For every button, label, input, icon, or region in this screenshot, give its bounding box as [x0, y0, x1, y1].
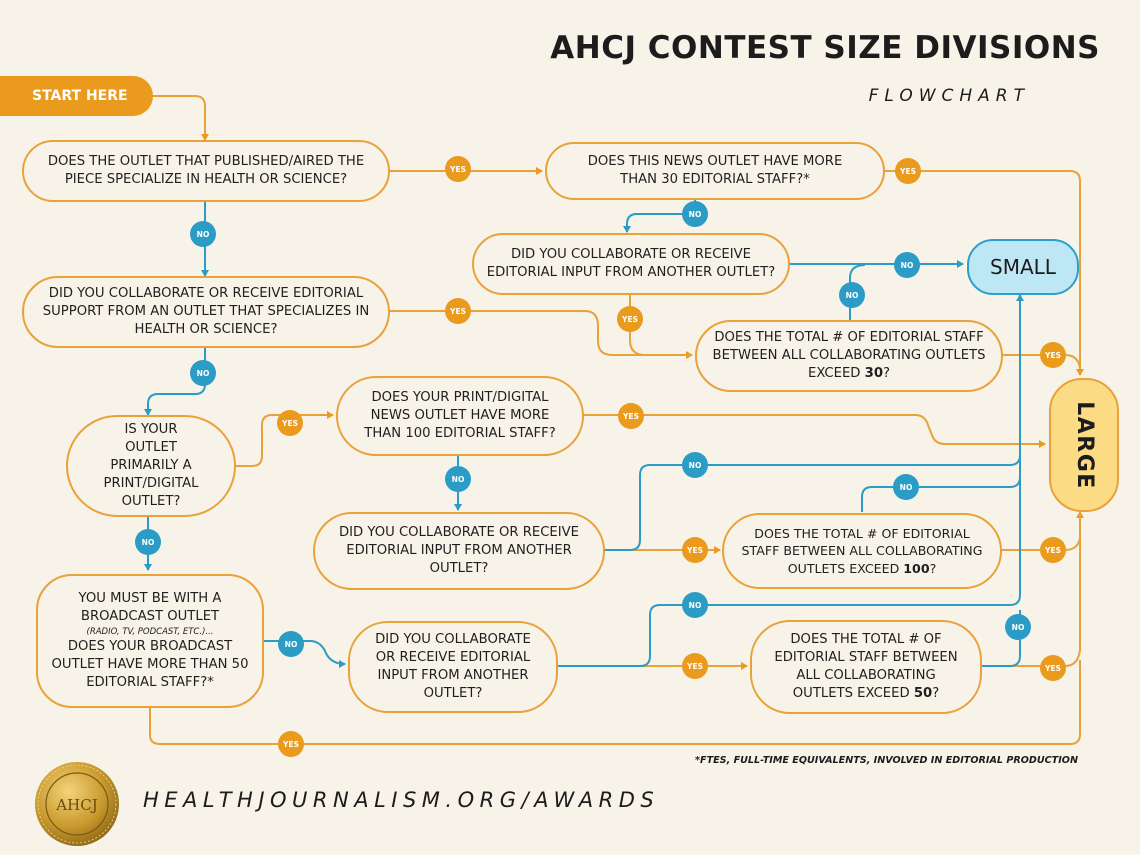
no-badge: NO	[893, 474, 919, 500]
yes-badge: YES	[277, 410, 303, 436]
ahcj-seal-logo	[33, 760, 121, 848]
no-badge: NO	[682, 452, 708, 478]
question-collab-100: DID YOU COLLABORATE OR RECEIVE EDITORIAL INPUT FROM ANOTHER OUTLET?	[313, 512, 605, 590]
no-badge: NO	[1005, 614, 1031, 640]
no-badge: NO	[278, 631, 304, 657]
no-badge: NO	[839, 282, 865, 308]
yes-badge: YES	[682, 653, 708, 679]
yes-badge: YES	[1040, 537, 1066, 563]
yes-badge: YES	[618, 403, 644, 429]
start-here-tab: START HERE	[0, 76, 153, 116]
question-100-editorial-staff: DOES YOUR PRINT/DIGITAL NEWS OUTLET HAVE MORE THAN 100 EDITORIAL STAFF?	[336, 376, 584, 456]
question-print-digital-outlet: IS YOUR OUTLET PRIMARILY A PRINT/DIGITAL OUTLET?	[66, 415, 236, 517]
question-collab-30: DID YOU COLLABORATE OR RECEIVE EDITORIAL INPUT FROM ANOTHER OUTLET?	[472, 233, 790, 295]
question-total-exceed-100: DOES THE TOTAL # OF EDITORIAL STAFF BETWEEN ALL COLLABORATING OUTLETS EXCEED 100?	[722, 513, 1002, 589]
yes-badge: YES	[617, 306, 643, 332]
no-badge: NO	[190, 221, 216, 247]
question-collab-specialized-outlet: DID YOU COLLABORATE OR RECEIVE EDITORIAL SUPPORT FROM AN OUTLET THAT SPECIALIZES IN HEALTH OR SCIENCE?	[22, 276, 390, 348]
yes-badge: YES	[895, 158, 921, 184]
question-30-editorial-staff: DOES THIS NEWS OUTLET HAVE MORE THAN 30 EDITORIAL STAFF?*	[545, 142, 885, 200]
no-badge: NO	[682, 201, 708, 227]
no-badge: NO	[135, 529, 161, 555]
no-badge: NO	[190, 360, 216, 386]
question-broadcast-50-staff: YOU MUST BE WITH A BROADCAST OUTLET (RADIO, TV, PODCAST, ETC.)... DOES YOUR BROADCAST OUTLET HAVE MORE THAN 50 EDITORIAL STAFF?*	[36, 574, 264, 708]
no-badge: NO	[894, 252, 920, 278]
question-collab-50: DID YOU COLLABORATE OR RECEIVE EDITORIAL INPUT FROM ANOTHER OUTLET?	[348, 621, 558, 713]
outcome-small: SMALL	[967, 239, 1079, 295]
yes-badge: YES	[682, 537, 708, 563]
yes-badge: YES	[1040, 342, 1066, 368]
yes-badge: YES	[278, 731, 304, 757]
awards-url[interactable]: HEALTHJOURNALISM.ORG/AWARDS	[143, 788, 660, 812]
no-badge: NO	[445, 466, 471, 492]
no-badge: NO	[682, 592, 708, 618]
yes-badge: YES	[445, 156, 471, 182]
yes-badge: YES	[1040, 655, 1066, 681]
question-total-exceed-30: DOES THE TOTAL # OF EDITORIAL STAFF BETWEEN ALL COLLABORATING OUTLETS EXCEED 30?	[695, 320, 1003, 392]
page-subtitle: FLOWCHART	[868, 86, 1030, 106]
outcome-large: LARGE	[1049, 378, 1119, 512]
svg-text:AHCJ: AHCJ	[56, 796, 98, 814]
footnote: *FTES, FULL-TIME EQUIVALENTS, INVOLVED IN EDITORIAL PRODUCTION	[695, 755, 1078, 766]
page-title: AHCJ CONTEST SIZE DIVISIONS	[550, 30, 1100, 66]
yes-badge: YES	[445, 298, 471, 324]
question-total-exceed-50: DOES THE TOTAL # OF EDITORIAL STAFF BETWEEN ALL COLLABORATING OUTLETS EXCEED 50?	[750, 620, 982, 714]
question-specialize-health-science: DOES THE OUTLET THAT PUBLISHED/AIRED THE PIECE SPECIALIZE IN HEALTH OR SCIENCE?	[22, 140, 390, 202]
